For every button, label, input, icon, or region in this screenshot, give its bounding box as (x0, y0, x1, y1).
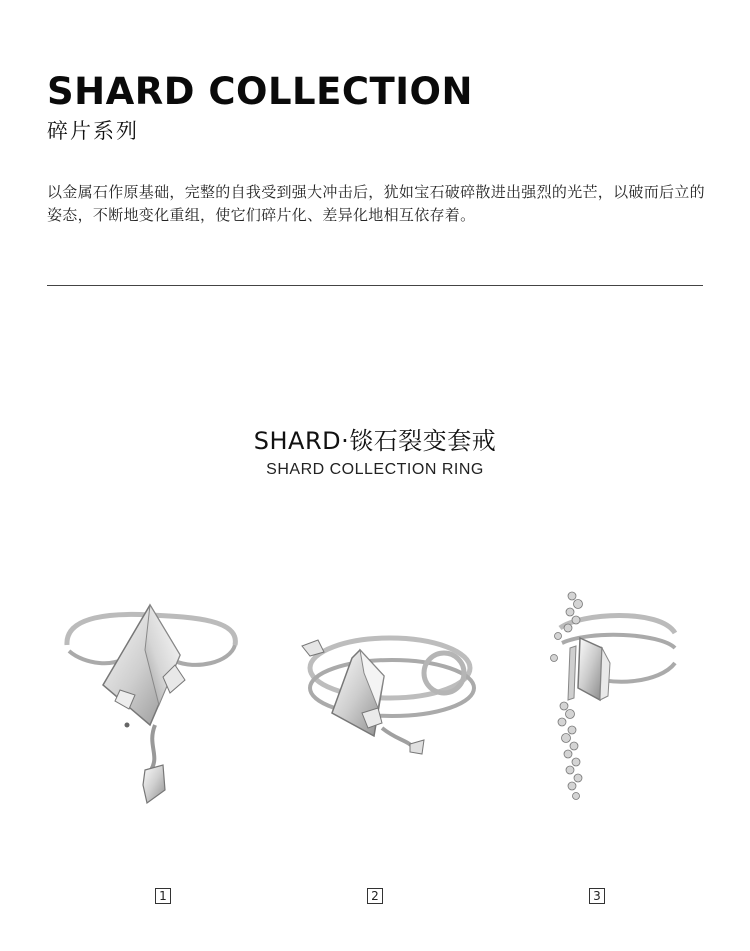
product-subtitle: SHARD COLLECTION RING (266, 461, 484, 478)
collection-title: SHARD COLLECTION (47, 70, 473, 113)
collection-subtitle: 碎片系列 (47, 119, 139, 143)
section-divider (47, 285, 703, 286)
ring-number-label: 1 (155, 888, 171, 904)
ring-front-view-image (55, 595, 245, 815)
product-title: SHARD·锬石裂变套戒 (253, 427, 497, 455)
ring-side-view-image (540, 588, 685, 813)
ring-angled-view-image (292, 628, 482, 768)
collection-description: 以金属石作原基础，完整的自我受到强大冲击后，犹如宝石破碎散进出强烈的光芒，以破而后立的姿态，不断地变化重组，使它们碎片化、差异化地相互依存着。 (47, 183, 705, 224)
ring-number-label: 3 (589, 888, 605, 904)
ring-number-label: 2 (367, 888, 383, 904)
